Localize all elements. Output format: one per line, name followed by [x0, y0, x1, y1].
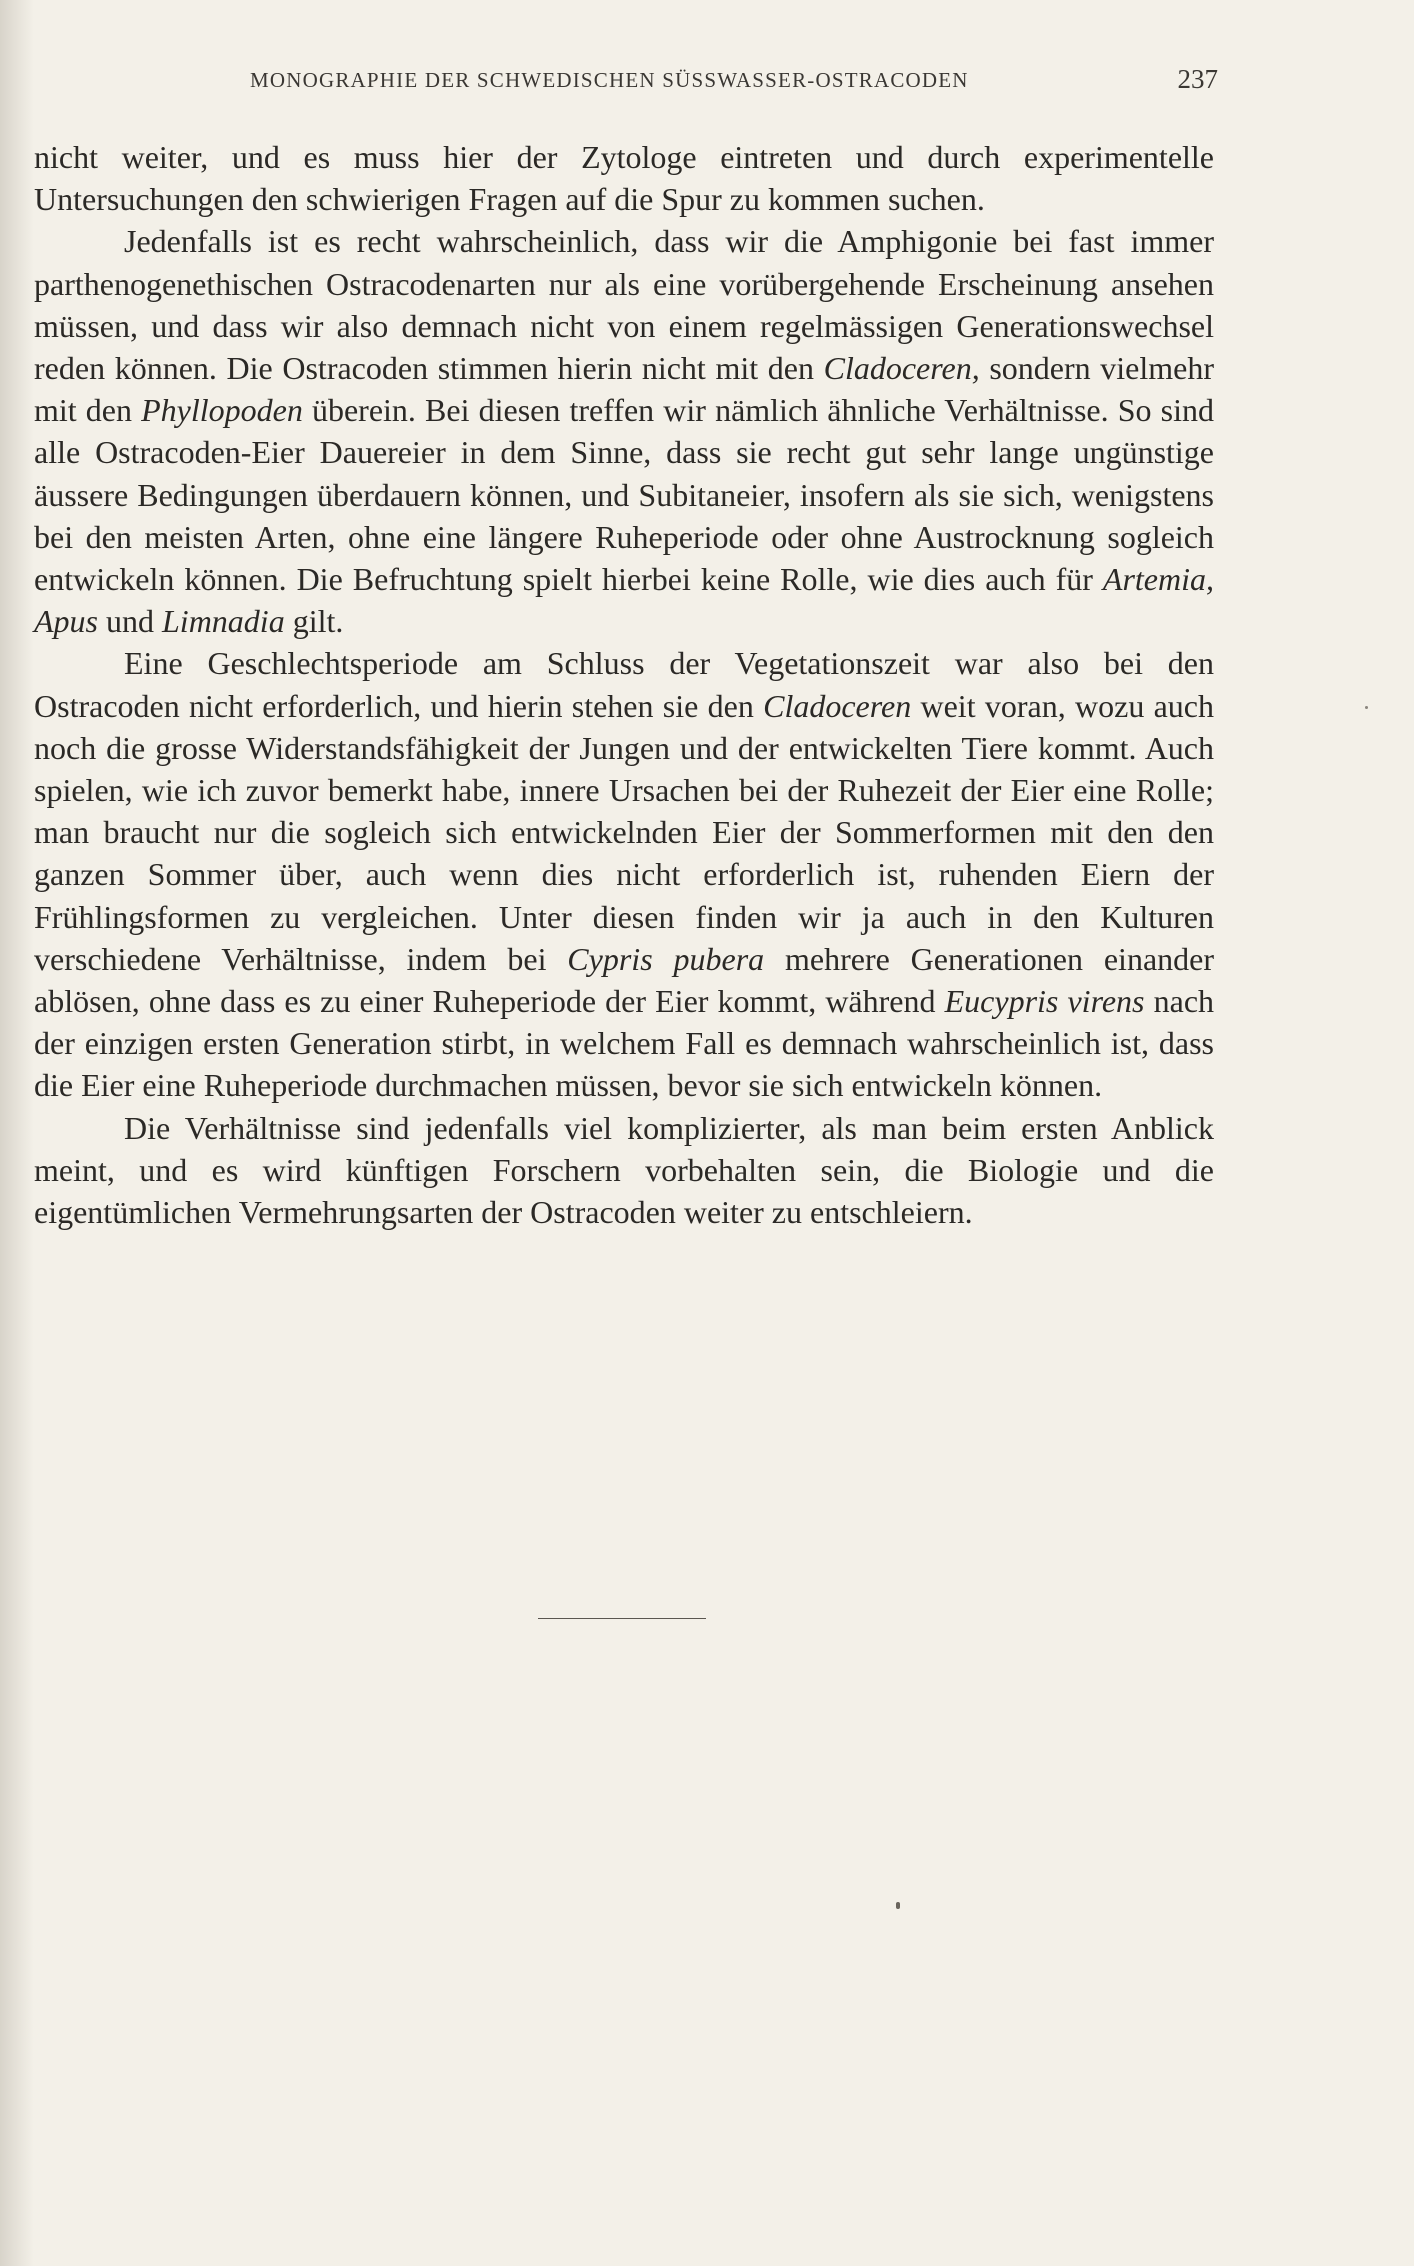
paragraph-3-text-d: nach der einzigen ersten Generation stirbt, in welchem Fall es demnach wahrscheinlich ist, dass die Eier eine Ruheperiode durchmachen müssen, bevor sie sich entwickeln können.: [34, 983, 1215, 1104]
paragraph-3: [34, 642, 1214, 1106]
species-eucypris-virens: Eucypris virens: [944, 983, 1145, 1020]
paragraph-4: [34, 1107, 1214, 1234]
species-limnadia: Limnadia: [162, 603, 285, 640]
paper-speck: [896, 1902, 900, 1909]
species-phyllopoden: Phyllopoden: [141, 392, 303, 429]
running-header: MONOGRAPHIE DER SCHWEDISCHEN SÜSSWASSER-OSTRACODEN: [250, 68, 969, 92]
section-divider-rule: [538, 1618, 706, 1619]
species-cladoceren-2: Cladoceren: [763, 687, 912, 724]
species-cypris-pubera: Cypris pubera: [567, 940, 765, 977]
species-artemia-apus: Artemia, Apus: [34, 561, 1214, 640]
species-cladoceren: Cladoceren,: [823, 350, 980, 387]
page-number: 237: [1177, 64, 1218, 94]
spine-shadow: [0, 0, 34, 2266]
paragraph-2-text-e: gilt.: [284, 603, 344, 640]
paragraph-4-text: Die Verhältnisse sind jedenfalls viel komplizierter, als man beim ersten Anblick meint, und es wird künftigen Forschern vorbehalten sein, die Biologie und die eigentümlichen Vermehrungsarten der Ostracoden weiter zu entschleiern.: [34, 1109, 1214, 1231]
paragraph-2-text-b: sondern vielmehr mit den: [34, 350, 1215, 429]
paragraph-2-text-d: und: [98, 603, 162, 640]
paragraph-3-text-c: mehrere Generationen einander ablösen, ohne dass es zu einer Ruheperiode der Eier kommt, während: [34, 940, 1214, 1020]
paragraph-1: [34, 136, 1214, 220]
paragraph-3-text-b: weit voran, wozu auch noch die grosse Widerstandsfähigkeit der Jungen und der entwickelten Tiere kommt. Auch spielen, wie ich zuvor bemerkt habe, innere Ursachen bei der Ruhezeit der Eier eine Rolle; man braucht nur die sogleich sich entwickelnden Eier der Sommerformen mit den den ganzen Sommer über, auch wenn dies nicht erforderlich ist, ruhenden Eiern der Frühlingsformen zu vergleichen. Unter diesen finden wir ja auch in den Kulturen verschiedene Verhältnisse, indem bei: [34, 687, 1215, 977]
paragraph-2-text-c: überein. Bei diesen treffen wir nämlich ähnliche Verhältnisse. So sind alle Ostracoden-Eier Dauereier in dem Sinne, dass sie recht gut sehr lange ungünstige äussere Bedingungen überdauern können, und Subitaneier, insofern als sie sich, wenigstens bei den meisten Arten, ohne eine längere Ruheperiode oder ohne Austrocknung sogleich entwickeln können. Die Befruchtung spielt hierbei keine Rolle, wie dies auch für: [34, 392, 1215, 598]
paragraph-2: [34, 220, 1214, 642]
paragraph-3-text-a: Eine Geschlechtsperiode am Schluss der Vegetationszeit war also bei den Ostracoden nicht erforderlich, und hierin stehen sie den: [34, 645, 1214, 724]
body-text: [34, 136, 1214, 1233]
paragraph-2-text-a: Jedenfalls ist es recht wahrscheinlich, dass wir die Amphigonie bei fast immer parthenogenethischen Ostracodenarten nur als eine vorübergehende Erscheinung ansehen müssen, und dass wir also demnach nicht von einem regelmässigen Generationswechsel reden können. Die Ostracoden stimmen hierin nicht mit den: [34, 223, 1214, 387]
paper-speck-small: [1365, 706, 1368, 709]
paragraph-1-text: nicht weiter, und es muss hier der Zytologe eintreten und durch experimentelle Untersuchungen den schwierigen Fragen auf die Spur zu kommen suchen.: [34, 139, 1214, 218]
